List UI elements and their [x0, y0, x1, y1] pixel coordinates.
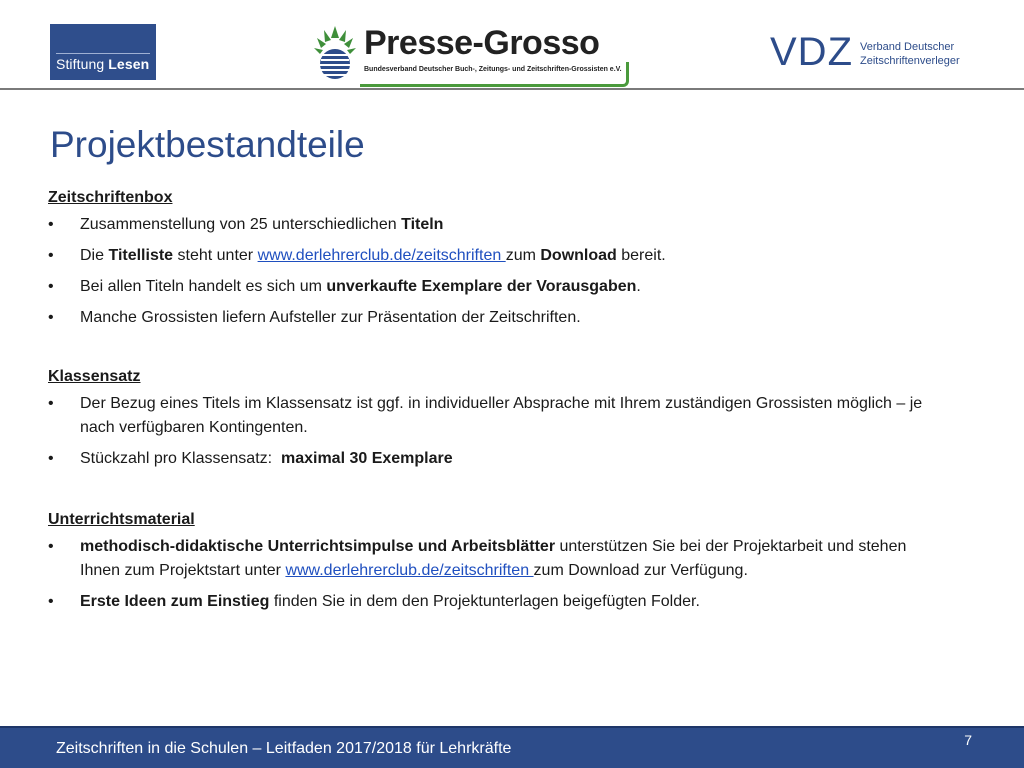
header-divider	[0, 88, 1024, 90]
stiftung-lesen-logo	[50, 24, 156, 80]
list-item: • Stückzahl pro Klassensatz: maximal 30 Exemplare	[48, 447, 948, 471]
bullet-icon: •	[48, 309, 54, 326]
list-item: • Die Titelliste steht unter www.derlehrerclub.de/zeitschriften zum Download bereit.	[48, 244, 948, 268]
presse-grosso-logo	[312, 22, 630, 84]
footer-bar	[0, 726, 1024, 768]
list-item: • methodisch-didaktische Unterrichtsimpulse und Arbeitsblätter unterstützen Sie bei der Projektarbeit und stehen Ihnen zum Projektstart unter www.derlehrerclub.de/zeitschriften zum Download zur Verfügung.	[48, 535, 948, 583]
slide-content	[48, 186, 948, 621]
logo-divider	[56, 53, 150, 54]
list-item: • Erste Ideen zum Einstieg finden Sie in dem den Projektunterlagen beigefügten Folder.	[48, 590, 948, 614]
vdz-line1: Verband Deutscher	[860, 41, 955, 53]
zeitschriftenbox-list	[48, 213, 948, 330]
derlehrerclub-link[interactable]: www.derlehrerclub.de/zeitschriften	[257, 247, 506, 264]
bullet-icon: •	[48, 395, 54, 412]
section-heading-klassensatz: Klassensatz	[48, 368, 141, 385]
list-item: • Bei allen Titeln handelt es sich um unverkaufte Exemplare der Vorausgaben.	[48, 275, 948, 299]
bullet-icon: •	[48, 278, 54, 295]
page-title: Projektbestandteile	[50, 124, 365, 165]
bullet-icon: •	[48, 247, 54, 264]
list-item: • Manche Grossisten liefern Aufsteller zur Präsentation der Zeitschriften.	[48, 306, 948, 330]
footer-text: Zeitschriften in die Schulen – Leitfaden 2017/2018 für Lehrkräfte	[56, 740, 512, 757]
bullet-icon: •	[48, 593, 54, 610]
presse-grosso-emblem-icon	[312, 24, 358, 84]
vdz-fullname	[860, 40, 960, 68]
presse-grosso-subtitle: Bundesverband Deutscher Buch-, Zeitungs- und Zeitschriften-Grossisten e.V.	[364, 66, 622, 73]
section-heading-unterrichtsmaterial: Unterrichtsmaterial	[48, 511, 195, 528]
vdz-logo	[770, 30, 970, 74]
stiftung-lesen-wordmark: Stiftung Lesen	[56, 56, 150, 72]
bullet-icon: •	[48, 450, 54, 467]
vdz-abbr: VDZ	[770, 30, 853, 74]
bullet-icon: •	[48, 216, 54, 233]
vdz-line2: Zeitschriftenverleger	[860, 55, 960, 67]
list-item: • Der Bezug eines Titels im Klassensatz ist ggf. in individueller Absprache mit Ihrem zuständigen Grossisten möglich – je nach verfügbaren Kontingenten.	[48, 392, 948, 440]
unterrichtsmaterial-list	[48, 535, 948, 614]
bullet-icon: •	[48, 538, 54, 555]
presse-grosso-title: Presse-Grosso	[364, 24, 600, 62]
page-number: 7	[964, 732, 972, 748]
section-heading-zeitschriftenbox: Zeitschriftenbox	[48, 189, 173, 206]
list-item: • Zusammenstellung von 25 unterschiedlichen Titeln	[48, 213, 948, 237]
derlehrerclub-link[interactable]: www.derlehrerclub.de/zeitschriften	[285, 562, 534, 579]
klassensatz-list	[48, 392, 948, 471]
